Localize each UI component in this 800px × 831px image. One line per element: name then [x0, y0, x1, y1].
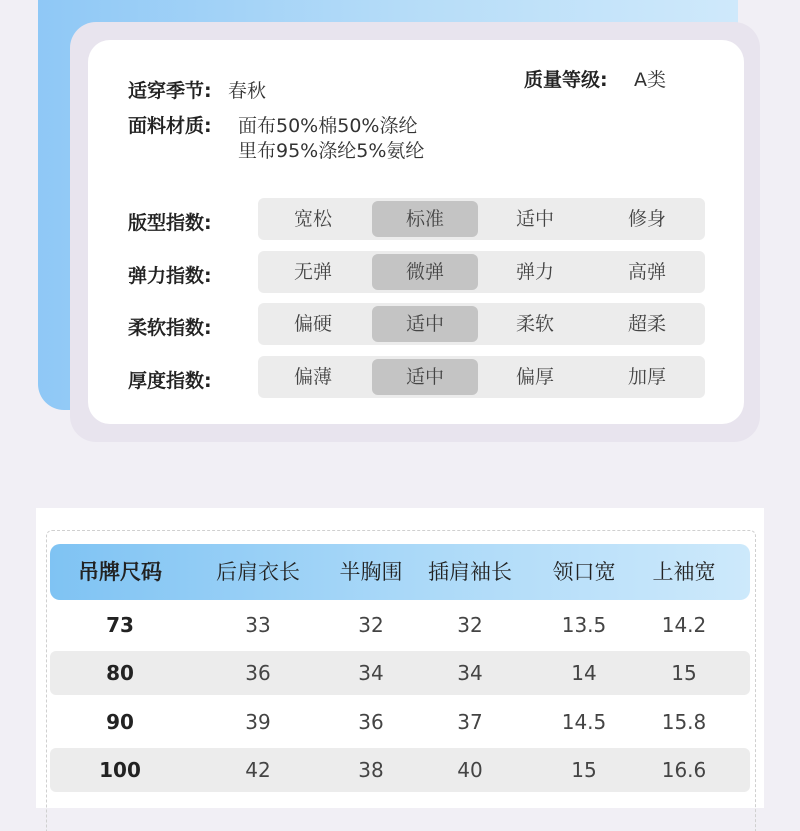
table-cell: 36	[245, 661, 271, 685]
index-label: 版型指数:	[128, 212, 212, 234]
index-option: 偏薄	[293, 366, 332, 388]
index-option: 适中	[515, 208, 554, 230]
table-cell: 40	[457, 758, 483, 782]
table-header-cell: 领口宽	[552, 560, 616, 584]
index-option-selected: 标准	[372, 201, 478, 237]
index-option-selected: 微弹	[372, 254, 478, 290]
table-row	[50, 651, 750, 695]
table-cell: 36	[358, 710, 384, 734]
fabric-line-2: 里布95%涤纶5%氨纶	[238, 140, 425, 162]
index-label: 柔软指数:	[128, 317, 212, 339]
table-header-cell: 后肩衣长	[216, 560, 300, 584]
index-option: 柔软	[515, 313, 554, 335]
table-cell: 16.6	[661, 758, 707, 782]
index-bar	[258, 198, 705, 240]
index-option: 偏厚	[515, 366, 554, 388]
index-label: 厚度指数:	[128, 370, 212, 392]
season-value: 春秋	[228, 80, 267, 102]
table-cell: 34	[358, 661, 384, 685]
index-option: 高弹	[627, 261, 666, 283]
table-cell: 14.5	[561, 710, 607, 734]
index-option: 加厚	[627, 366, 666, 388]
index-option: 宽松	[293, 208, 332, 230]
product-info-card	[88, 40, 744, 424]
index-bar	[258, 251, 705, 293]
table-cell: 39	[245, 710, 271, 734]
table-cell: 80	[106, 661, 134, 685]
table-cell: 15	[671, 661, 697, 685]
quality-value: A类	[634, 69, 666, 91]
index-option: 修身	[627, 208, 666, 230]
table-cell: 14.2	[661, 613, 707, 637]
index-option: 弹力	[515, 261, 554, 283]
quality-label: 质量等级:	[524, 69, 608, 91]
table-header-cell: 半胸围	[339, 560, 403, 584]
index-bar	[258, 356, 705, 398]
size-table-card	[36, 508, 764, 808]
size-table-header	[50, 544, 750, 600]
table-cell: 13.5	[561, 613, 607, 637]
fabric-label: 面料材质:	[128, 115, 212, 137]
table-header-cell: 插肩袖长	[428, 560, 512, 584]
index-option-selected: 适中	[372, 359, 478, 395]
table-cell: 14	[571, 661, 597, 685]
table-row	[50, 603, 750, 647]
index-option-selected: 适中	[372, 306, 478, 342]
table-cell: 34	[457, 661, 483, 685]
table-cell: 100	[99, 758, 141, 782]
index-bar	[258, 303, 705, 345]
table-header-cell: 上袖宽	[652, 560, 716, 584]
table-cell: 32	[358, 613, 384, 637]
index-option: 无弹	[293, 261, 332, 283]
table-cell: 33	[245, 613, 271, 637]
table-cell: 15.8	[661, 710, 707, 734]
table-cell: 37	[457, 710, 483, 734]
table-cell: 38	[358, 758, 384, 782]
table-cell: 15	[571, 758, 597, 782]
index-label: 弹力指数:	[128, 265, 212, 287]
table-cell: 32	[457, 613, 483, 637]
table-cell: 90	[106, 710, 134, 734]
season-label: 适穿季节:	[128, 80, 212, 102]
table-cell: 73	[106, 613, 134, 637]
table-row	[50, 748, 750, 792]
table-header-cell: 吊牌尺码	[78, 560, 162, 584]
fabric-line-1: 面布50%棉50%涤纶	[238, 115, 418, 137]
table-cell: 42	[245, 758, 271, 782]
table-row	[50, 700, 750, 744]
index-option: 偏硬	[293, 313, 332, 335]
index-option: 超柔	[627, 313, 666, 335]
